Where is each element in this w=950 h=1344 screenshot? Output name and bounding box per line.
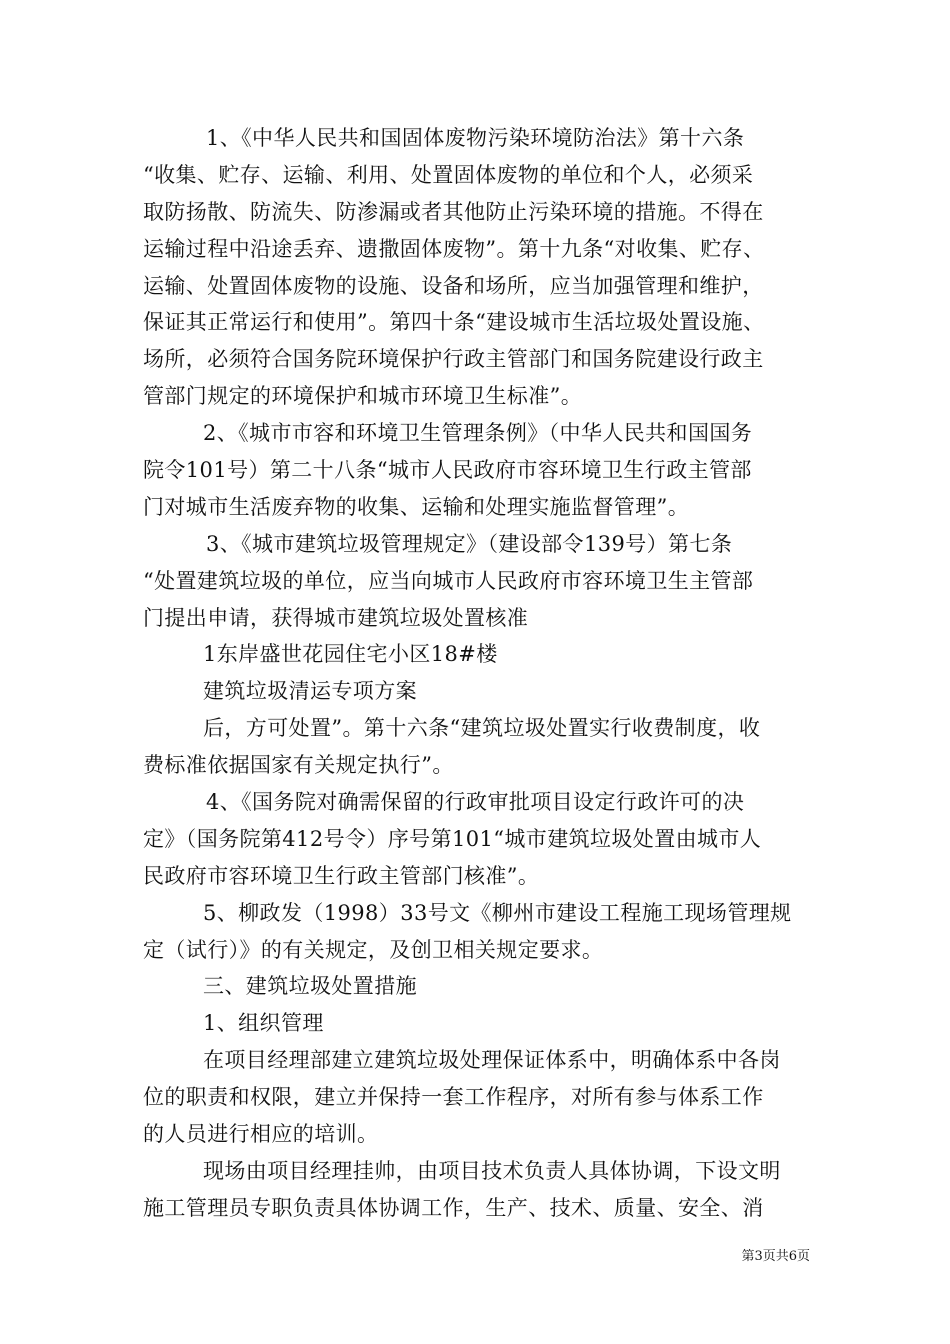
text-line: 保证其正常运行和使用”。第四十条“建设城市生活垃圾处置设施、	[143, 310, 765, 335]
subsection-heading: 1、组织管理	[203, 1011, 324, 1036]
text-line: 1东岸盛世花园住宅小区18#楼	[203, 642, 498, 667]
text-line: 3、《城市建筑垃圾管理规定》（建设部令139号）第七条	[206, 531, 733, 556]
text-line: 现场由项目经理挂帅，由项目技术负责人具体协调，下设文明	[203, 1158, 781, 1183]
text-line: 门提出申请，获得城市建筑垃圾处置核准	[143, 605, 529, 630]
text-line: 在项目经理部建立建筑垃圾处理保证体系中，明确体系中各岗	[203, 1048, 781, 1073]
text-line: 4、《国务院对确需保留的行政审批项目设定行政许可的决	[206, 790, 745, 815]
text-line: 5、柳政发（1998）33号文《柳州市建设工程施工现场管理规	[203, 900, 792, 925]
text-line: 1、《中华人民共和国固体废物污染环境防治法》第十六条	[206, 126, 745, 150]
text-line: 建筑垃圾清运专项方案	[203, 679, 417, 704]
text-line: 运输、处置固体废物的设施、设备和场所，应当加强管理和维护，	[143, 273, 764, 298]
text-line: 运输过程中沿途丢弃、遗撒固体废物”。第十九条“对收集、贮存、	[143, 236, 765, 261]
text-line: 位的职责和权限，建立并保持一套工作程序，对所有参与体系工作	[143, 1085, 764, 1110]
text-line: 的人员进行相应的培训。	[143, 1122, 379, 1147]
text-line: 2、《城市市容和环境卫生管理条例》（中华人民共和国国务	[203, 421, 753, 446]
text-line: 门对城市生活废弃物的收集、运输和处理实施监督管理”。	[143, 494, 690, 519]
text-line: 施工管理员专职负责具体协调工作，生产、技术、质量、安全、消	[143, 1195, 764, 1220]
text-line: 管部门规定的环境保护和城市环境卫生标准”。	[143, 384, 583, 409]
text-line: 场所，必须符合国务院环境保护行政主管部门和国务院建设行政主	[143, 347, 764, 372]
text-line: 取防扬散、防流失、防渗漏或者其他防止污染环境的措施。不得在	[143, 199, 764, 224]
text-line: 定（试行）》的有关规定，及创卫相关规定要求。	[143, 937, 604, 962]
page-number: 第3页共6页	[741, 1249, 810, 1264]
section-heading: 三、建筑垃圾处置措施	[203, 974, 417, 999]
text-line: “收集、贮存、运输、利用、处置固体废物的单位和个人，必须采	[143, 162, 754, 187]
text-line: 民政府市容环境卫生行政主管部门核准”。	[143, 863, 540, 888]
text-line: 院令101号）第二十八条“城市人民政府市容环境卫生行政主管部	[143, 458, 752, 483]
text-line: “处置建筑垃圾的单位，应当向城市人民政府市容环境卫生主管部	[143, 568, 754, 593]
document-body	[143, 120, 811, 1227]
text-line: 费标准依据国家有关规定执行”。	[143, 753, 454, 778]
text-line: 定》（国务院第412号令）序号第101“城市建筑垃圾处置由城市人	[143, 826, 762, 851]
text-line: 后，方可处置”。第十六条“建筑垃圾处置实行收费制度，收	[203, 716, 761, 741]
